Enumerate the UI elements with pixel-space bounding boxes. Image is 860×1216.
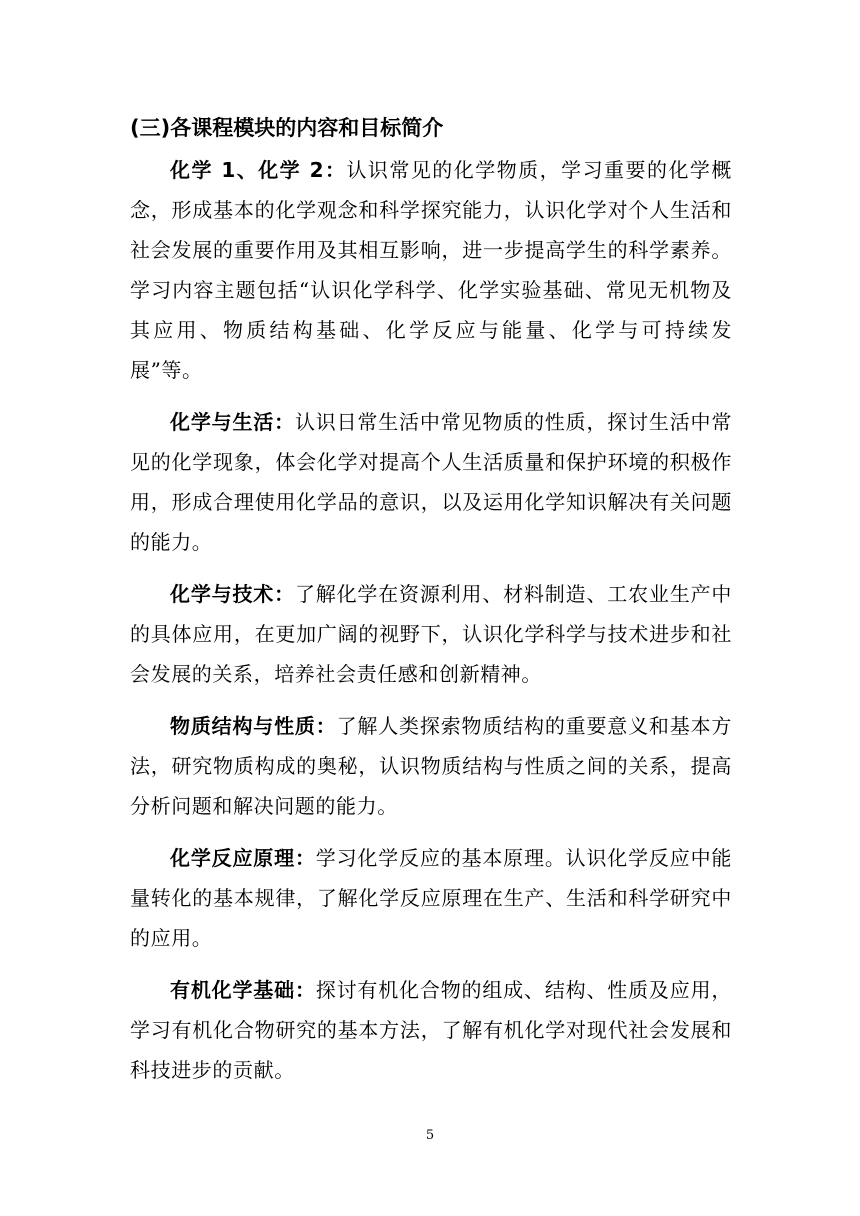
module-description: 学习化学反应的基本原理。认识化学反应中能量转化的基本规律，了解化学反应原理在生产、生活和科学研究中的应用。 — [130, 846, 733, 950]
module-paragraph-chem-1-2 — [130, 150, 732, 390]
module-term: 物质结构与性质： — [170, 714, 337, 738]
module-paragraph-chem-life — [130, 402, 732, 562]
module-paragraph-chem-tech — [130, 574, 732, 694]
module-description: 了解人类探索物质结构的重要意义和基本方法，研究物质构成的奥秘，认识物质结构与性质之间的关系，提高分析问题和解决问题的能力。 — [130, 714, 732, 818]
module-paragraph-reaction — [130, 838, 732, 958]
module-description: 认识日常生活中常见物质的性质，探讨生活中常见的化学现象，体会化学对提高个人生活质量和保护环境的积极作用，形成合理使用化学品的意识，以及运用化学知识解决有关问题的能力。 — [130, 410, 732, 554]
module-term: 化学与生活： — [170, 410, 295, 434]
module-paragraph-organic — [130, 970, 732, 1090]
module-term: 化学 1、化学 2： — [170, 158, 347, 182]
module-description: 了解化学在资源利用、材料制造、工农业生产中的具体应用，在更加广阔的视野下，认识化学科学与技术进步和社会发展的关系，培养社会责任感和创新精神。 — [130, 582, 732, 686]
module-term: 有机化学基础： — [170, 978, 316, 1002]
module-term: 化学与技术： — [170, 582, 295, 606]
page-content — [130, 113, 732, 1102]
module-description: 探讨有机化合物的组成、结构、性质及应用，学习有机化合物研究的基本方法，了解有机化学对现代社会发展和科技进步的贡献。 — [130, 978, 733, 1082]
module-term: 化学反应原理： — [170, 846, 316, 870]
page-number: 5 — [425, 1128, 435, 1143]
module-description: 认识常见的化学物质，学习重要的化学概念，形成基本的化学观念和科学探究能力，认识化学对个人生活和社会发展的重要作用及其相互影响，进一步提高学生的科学素养。学习内容主题包括“认识化学科学、化学实验基础、常见无机物及其应用、物质结构基础、化学反应与能量、化学与可持续发展”等。 — [130, 158, 732, 382]
section-heading: (三)各课程模块的内容和目标简介 — [130, 116, 444, 140]
module-paragraph-structure — [130, 706, 732, 826]
